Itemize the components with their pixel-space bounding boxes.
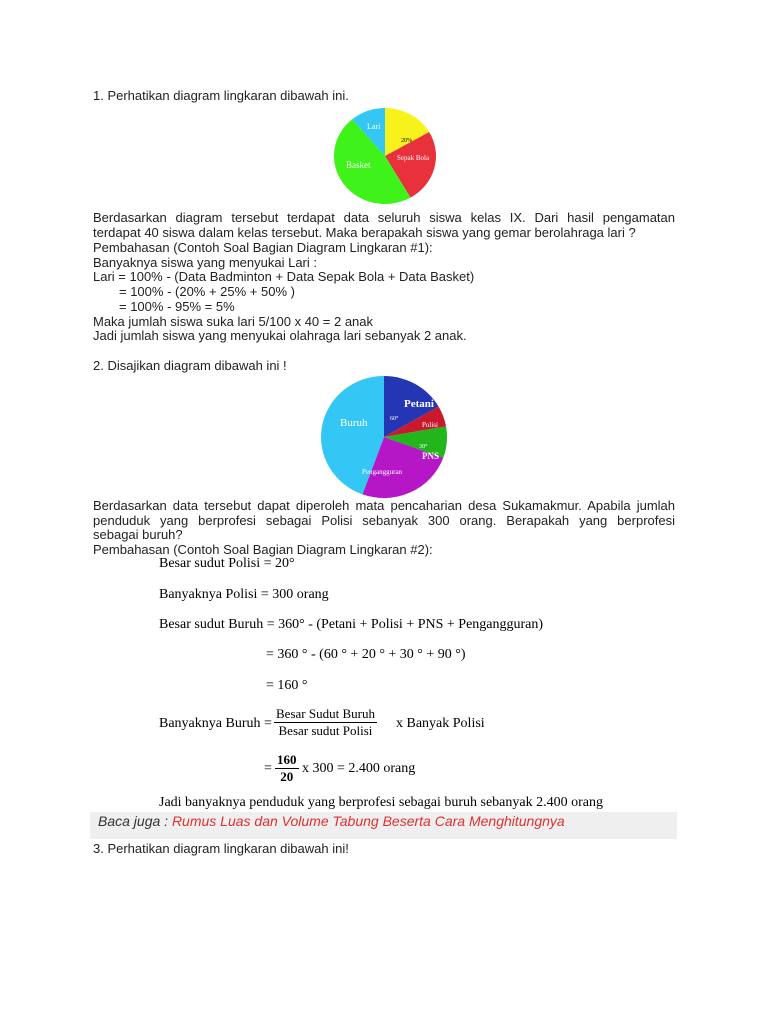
- pie-label-polisi: Polisi: [422, 421, 438, 429]
- baca-juga-prefix: Baca juga :: [98, 813, 172, 829]
- q2-paragraph-line-1: Berdasarkan data tersebut dapat diperoleh mata pencaharian desa Sukamakmur. Apabila jumlah: [93, 498, 675, 513]
- q2-paragraph-line-2: penduduk yang berprofesi sebagai Polisi sebanyak 300 orang. Berapakah yang berprofesi: [93, 513, 675, 528]
- fraction-sudut-denominator: Besar sudut Polisi: [278, 723, 373, 738]
- baca-juga-link[interactable]: Rumus Luas dan Volume Tabung Beserta Cara Menghitungnya: [171, 813, 565, 829]
- q1-step-3: = 100% - (20% + 25% + 50% ): [119, 284, 295, 299]
- pie-label-basket: Basket: [346, 160, 371, 170]
- solution-line-1: Besar sudut Polisi = 20°: [159, 556, 295, 571]
- pie-chart-occupations: [316, 370, 456, 500]
- q1-step-4: = 100% - 95% = 5%: [119, 299, 235, 314]
- solution-line-7-eq: =: [264, 761, 272, 776]
- q1-paragraph-line-2: terdapat 40 siswa dalam kelas tersebut. Maka berapakah siswa yang gemar berolahraga lari ?: [93, 225, 636, 240]
- q2-heading: 2. Disajikan diagram dibawah ini !: [93, 358, 287, 373]
- pie-label-pns-deg: 30°: [419, 444, 428, 450]
- solution-line-5: = 160 °: [266, 678, 308, 693]
- fraction-sudut-numerator: Besar Sudut Buruh: [276, 706, 375, 721]
- q1-step-1: Banyaknya siswa yang menyukai Lari :: [93, 255, 318, 270]
- fraction-sudut: [274, 706, 377, 739]
- solution-line-6-left: Banyaknya Buruh =: [159, 716, 272, 731]
- q2-pembahasan: Pembahasan (Contoh Soal Bagian Diagram Lingkaran #2):: [93, 542, 433, 557]
- q1-step-5: Maka jumlah siswa suka lari 5/100 x 40 = 2 anak: [93, 314, 374, 329]
- pie-label-badminton: Badminton: [387, 126, 419, 134]
- q1-step-6: Jadi jumlah siswa yang menyukai olahraga lari sebanyak 2 anak.: [93, 328, 467, 343]
- pie-chart-sports: [330, 106, 440, 206]
- pie-label-pns: PNS: [422, 451, 440, 461]
- q2-paragraph-line-3: sebagai buruh?: [93, 527, 183, 542]
- solution-line-7-right: x 300 = 2.400 orang: [302, 761, 416, 776]
- solution-line-3: Besar sudut Buruh = 360° - (Petani + Polisi + PNS + Pengangguran): [159, 617, 544, 632]
- baca-juga-box: [90, 812, 677, 839]
- solution-line-2: Banyaknya Polisi = 300 orang: [159, 587, 329, 602]
- fraction-value-denominator: 20: [280, 769, 294, 784]
- q1-heading: 1. Perhatikan diagram lingkaran dibawah ini.: [93, 88, 349, 103]
- pie-label-pengangguran: Pengangguran: [362, 468, 403, 476]
- q1-pembahasan: Pembahasan (Contoh Soal Bagian Diagram Lingkaran #1):: [93, 240, 433, 255]
- fraction-value: [275, 752, 299, 785]
- solution-line-6-right: x Banyak Polisi: [396, 716, 485, 731]
- solution-line-4: = 360 ° - (60 ° + 20 ° + 30 ° + 90 °): [266, 647, 466, 662]
- pie-label-lari: Lari: [367, 122, 381, 131]
- pie-label-buruh: Buruh: [340, 417, 368, 429]
- solution-line-8: Jadi banyaknya penduduk yang berprofesi sebagai buruh sebanyak 2.400 orang: [159, 795, 603, 810]
- pie-label-petani: Petani: [404, 398, 434, 410]
- q3-heading: 3. Perhatikan diagram lingkaran dibawah ini!: [93, 841, 349, 856]
- baca-juga-label: [98, 813, 565, 829]
- fraction-value-numerator: 160: [277, 752, 297, 767]
- q1-step-2: Lari = 100% - (Data Badminton + Data Sepak Bola + Data Basket): [93, 269, 475, 284]
- q1-paragraph-line-1: Berdasarkan diagram tersebut terdapat data seluruh siswa kelas IX. Dari hasil pengamatan: [93, 210, 675, 225]
- pie-label-pct: 20%: [401, 138, 412, 144]
- pie-label-sepak-bola: Sepak Bola: [397, 154, 430, 162]
- pie-label-petani-deg: 60°: [390, 416, 399, 422]
